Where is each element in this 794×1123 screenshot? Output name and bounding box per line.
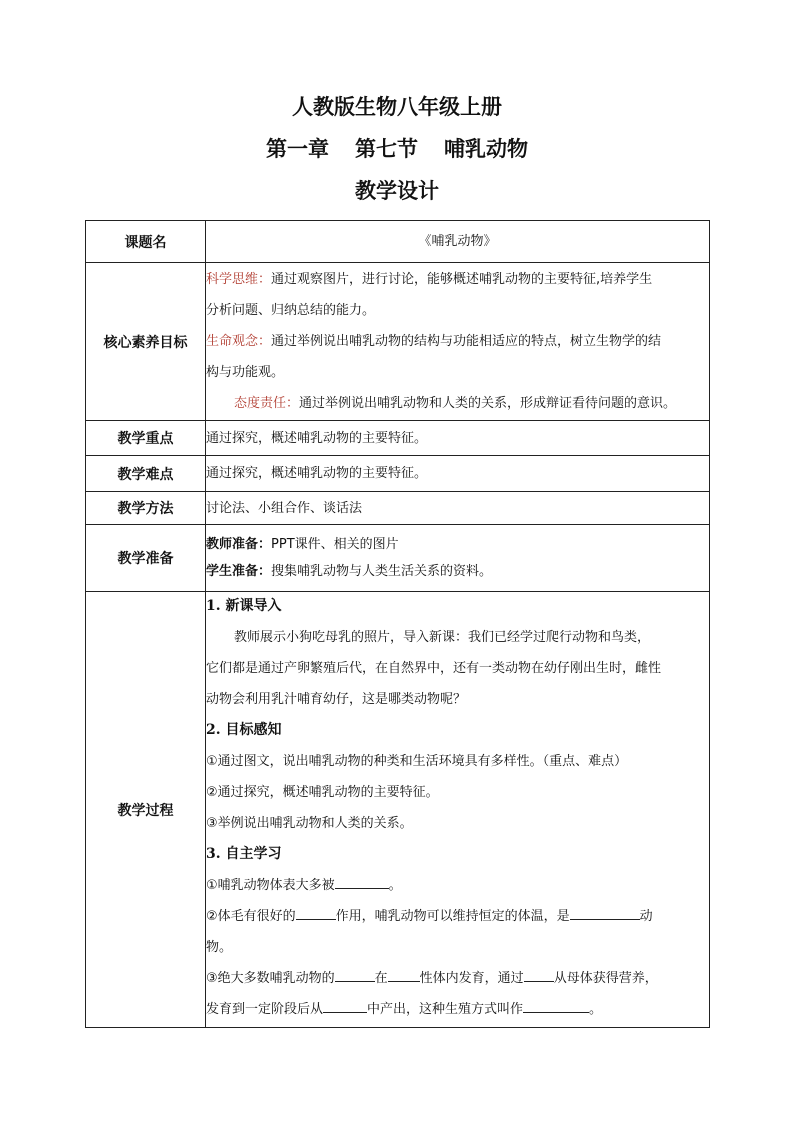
q3-text-g: 。 [589,1002,603,1017]
document-title-chapter [0,138,794,159]
goal-item-2: ②通过探究，概述哺乳动物的主要特征。 [206,785,439,800]
preparation-content [206,525,710,592]
question-2 [206,901,709,932]
blank-field [296,905,336,920]
q3-text-a: ③绝大多数哺乳动物的 [206,971,335,986]
goal-item-3: ③举例说出哺乳动物和人类的关系。 [206,816,413,831]
goal-thinking-tag: 科学思维： [206,272,272,287]
goals-content [206,263,710,421]
q3-text-b: 在 [374,971,388,986]
section-goals-heading: 2. 目标感知 [206,722,282,738]
question-3 [206,963,709,994]
section-intro-heading: 1. 新课导入 [206,598,282,614]
table-row-topic [86,221,710,263]
document-title-design: 教学设计 [355,178,439,203]
goal-thinking [206,264,709,295]
table-row-process [86,592,710,1028]
goal-attitude [206,388,709,419]
question-1 [206,870,709,901]
section-selfstudy-heading: 3. 自主学习 [206,846,282,862]
prep-teacher-tag: 教师准备： [206,537,272,552]
table-row-method [86,492,710,525]
blank-field [335,967,375,982]
q2-text-c: 动 [639,909,653,924]
q3-text-f: 中产出，这种生殖方式叫作 [367,1002,524,1017]
goal-item-1: ①通过图文，说出哺乳动物的种类和生活环境具有多样性。（重点、难点） [206,754,628,769]
q1-text-b: 。 [388,878,402,893]
lesson-plan-table [85,220,710,1028]
q3-text-c: 性体内发育，通过 [419,971,524,986]
blank-field [570,905,640,920]
prep-student-tag: 学生准备： [206,564,272,579]
q3-text-e: 发育到一定阶段后从 [206,1002,324,1017]
prep-teacher-text: PPT课件、相关的图片 [271,537,399,552]
lesson-title: 哺乳动物 [444,136,528,161]
label-key-point: 教学重点 [86,421,206,456]
table-row-key-point [86,421,710,456]
prep-student-text: 搜集哺乳动物与人类生活关系的资料。 [271,564,493,579]
goal-thinking-text-a: 通过观察图片，进行讨论，能够概述哺乳动物的主要特征,培养学生 [271,272,653,287]
document-title-textbook: 人教版生物八年级上册 [292,94,502,119]
label-preparation: 教学准备 [86,525,206,592]
blank-field [388,967,420,982]
label-difficulty: 教学难点 [86,456,206,492]
label-goals: 核心素养目标 [86,263,206,421]
chapter-label: 第一章 [266,136,329,161]
goal-attitude-text: 通过举例说出哺乳动物和人类的关系，形成辩证看待问题的意识。 [299,396,677,411]
table-row-preparation [86,525,710,592]
label-topic: 课题名 [86,221,206,263]
key-point-value: 通过探究，概述哺乳动物的主要特征。 [206,421,710,456]
table-row-difficulty [86,456,710,492]
question-2-cont: 物。 [206,940,233,955]
section-label: 第七节 [355,136,418,161]
prep-student [206,558,709,585]
process-content [206,592,710,1028]
blank-field [523,998,589,1013]
intro-line-1: 教师展示小狗吃母乳的照片，导入新课：我们已经学过爬行动物和鸟类， [234,630,651,645]
goal-life-cont: 构与功能观。 [206,365,285,380]
q1-text-a: ①哺乳动物体表大多被 [206,878,335,893]
document-title-block [0,96,794,201]
table-row-goals [86,263,710,421]
label-method: 教学方法 [86,492,206,525]
q2-text-a: ②体毛有很好的 [206,909,296,924]
goal-life-text-a: 通过举例说出哺乳动物的结构与功能相适应的特点，树立生物学的结 [271,334,662,349]
goal-attitude-tag: 态度责任： [234,396,300,411]
question-3-cont [206,994,709,1025]
q2-text-b: 作用，哺乳动物可以维持恒定的体温，是 [335,909,570,924]
goal-life-tag: 生命观念： [206,334,272,349]
q3-text-d: 从母体获得营养， [553,971,658,986]
label-process: 教学过程 [86,592,206,1028]
topic-value: 《哺乳动物》 [206,221,710,263]
goal-thinking-cont: 分析问题、归纳总结的能力。 [206,303,376,318]
difficulty-value: 通过探究，概述哺乳动物的主要特征。 [206,456,710,492]
method-value: 讨论法、小组合作、谈话法 [206,492,710,525]
intro-line-2: 它们都是通过产卵繁殖后代，在自然界中，还有一类动物在幼仔刚出生时，雌性 [206,661,662,676]
blank-field [524,967,554,982]
prep-teacher [206,531,709,558]
blank-field [323,998,367,1013]
intro-line-3: 动物会利用乳汁哺育幼仔，这是哪类动物呢？ [206,692,467,707]
goal-life [206,326,709,357]
blank-field [335,874,389,889]
